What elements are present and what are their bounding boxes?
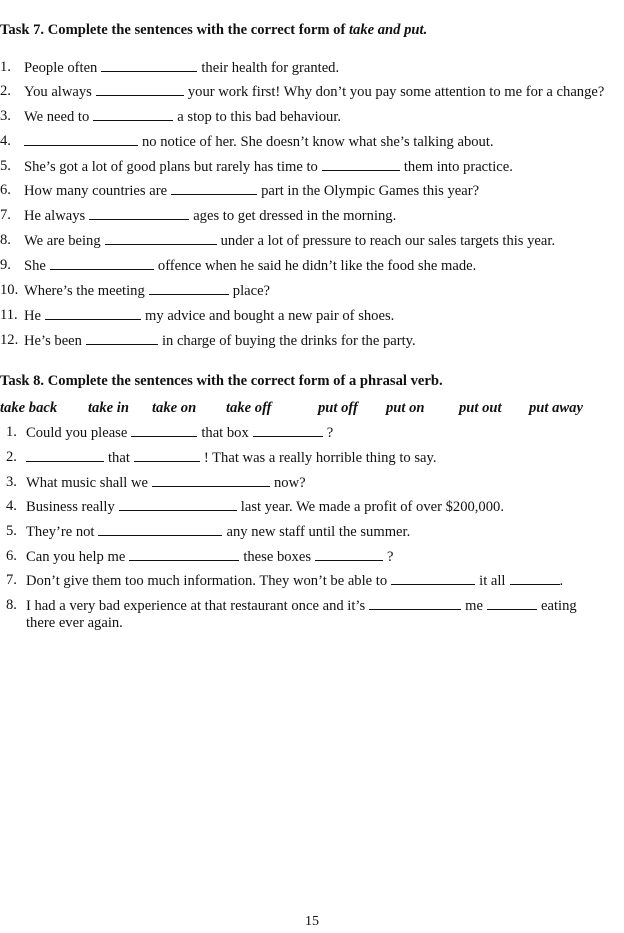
- sentence-start: He: [24, 308, 42, 324]
- answer-blank[interactable]: [369, 596, 461, 610]
- answer-blank[interactable]: [26, 448, 104, 462]
- sentence-start: How many countries are: [24, 183, 168, 199]
- sentence-end: a stop to this bad behaviour.: [177, 109, 342, 125]
- sentence-end: ages to get dressed in the morning.: [193, 208, 397, 224]
- answer-blank[interactable]: [105, 231, 217, 245]
- sentence-end: my advice and bought a new pair of shoes.: [145, 308, 395, 324]
- sentence-start: He always: [24, 208, 86, 224]
- item-number: 3.: [0, 108, 11, 124]
- sentence-start: Can you help me: [26, 549, 126, 565]
- item-number: 5.: [0, 158, 11, 174]
- item-number: 7.: [6, 572, 17, 588]
- verb-option: take back: [0, 400, 58, 416]
- item-number: 9.: [0, 257, 11, 273]
- phrasal-verb-list: [0, 399, 624, 417]
- answer-blank[interactable]: [152, 473, 270, 487]
- answer-blank[interactable]: [131, 423, 197, 437]
- answer-blank[interactable]: [93, 107, 173, 121]
- answer-blank[interactable]: [45, 306, 141, 320]
- sentence-end: now?: [274, 475, 306, 491]
- verb-option: put on: [386, 400, 425, 416]
- answer-blank[interactable]: [86, 331, 158, 345]
- sentence-middle: it all: [479, 573, 506, 589]
- sentence-start: He’s been: [24, 333, 82, 349]
- answer-blank[interactable]: [89, 206, 189, 220]
- item-number: 8.: [0, 232, 11, 248]
- item-number: 7.: [0, 207, 11, 223]
- item-number: 4.: [6, 498, 17, 514]
- task7-heading-emphasis: take and put.: [348, 22, 428, 38]
- verb-option: put off: [318, 400, 358, 416]
- sentence-start: She: [24, 258, 46, 274]
- item-number: 1.: [6, 424, 17, 440]
- sentence-end: in charge of buying the drinks for the party.: [161, 333, 416, 349]
- item-number: 3.: [6, 474, 17, 490]
- sentence-end: no notice of her. She doesn’t know what she’s talking about.: [142, 134, 494, 150]
- sentence-end: .: [559, 573, 564, 589]
- sentence-middle: that box: [201, 425, 249, 441]
- item-number: 12.: [0, 332, 19, 348]
- sentence-start: They’re not: [26, 524, 95, 540]
- sentence-end: under a lot of pressure to reach our sales targets this year.: [220, 233, 556, 249]
- item-number: 8.: [6, 597, 17, 613]
- sentence-start: What music shall we: [26, 475, 148, 491]
- answer-blank[interactable]: [171, 181, 257, 195]
- verb-option: take on: [152, 400, 197, 416]
- sentence-start: We are being: [24, 233, 101, 249]
- task7-heading-text: Task 7. Complete the sentences with the correct form of: [0, 22, 349, 38]
- sentence-end: part in the Olympic Games this year?: [261, 183, 480, 199]
- sentence-end: place?: [232, 283, 271, 299]
- verb-option: take in: [88, 400, 129, 416]
- answer-blank[interactable]: [315, 547, 383, 561]
- item-number: 2.: [0, 83, 11, 99]
- sentence-end: ?: [387, 549, 394, 565]
- sentence-start: She’s got a lot of good plans but rarely has time to: [24, 159, 318, 175]
- sentence-start: People often: [24, 60, 98, 76]
- sentence-start: I had a very bad experience at that restaurant once and it’s: [26, 598, 366, 614]
- answer-blank[interactable]: [487, 596, 537, 610]
- item-number: 5.: [6, 523, 17, 539]
- sentence-end: their health for granted.: [201, 60, 340, 76]
- item-number: 6.: [6, 548, 17, 564]
- item-number: 6.: [0, 182, 11, 198]
- sentence-middle: me: [465, 598, 483, 614]
- sentence-end: ! That was a really horrible thing to say.: [203, 450, 437, 466]
- sentence-start: Don’t give them too much information. They won’t be able to: [26, 573, 388, 589]
- sentence-end: any new staff until the summer.: [226, 524, 411, 540]
- answer-blank[interactable]: [98, 522, 222, 536]
- item-number: 10.: [0, 282, 19, 298]
- sentence-start: Where’s the meeting: [24, 283, 145, 299]
- answer-blank[interactable]: [134, 448, 200, 462]
- item-number: 2.: [6, 449, 17, 465]
- verb-option: put out: [459, 400, 502, 416]
- sentence-end: eating: [541, 598, 577, 614]
- answer-blank[interactable]: [391, 571, 475, 585]
- sentence-middle: that: [108, 450, 130, 466]
- sentence-start: We need to: [24, 109, 90, 125]
- sentence-end: offence when he said he didn’t like the food she made.: [157, 258, 477, 274]
- sentence-start: Business really: [26, 499, 115, 515]
- answer-blank[interactable]: [101, 58, 197, 72]
- item-number: 11.: [0, 307, 18, 323]
- answer-blank[interactable]: [119, 497, 237, 511]
- sentence-end: them into practice.: [403, 159, 513, 175]
- answer-blank[interactable]: [322, 157, 400, 171]
- verb-option: take off: [226, 400, 272, 416]
- verb-option: put away: [529, 400, 583, 416]
- page-number: 15: [305, 914, 319, 929]
- answer-blank[interactable]: [129, 547, 239, 561]
- sentence-end: your work first! Why don’t you pay some attention to me for a change?: [187, 84, 605, 100]
- answer-blank[interactable]: [96, 82, 184, 96]
- task7-heading: [0, 22, 427, 39]
- answer-blank[interactable]: [253, 423, 323, 437]
- sentence-end: last year. We made a profit of over $200,000.: [240, 499, 504, 515]
- sentence-start: Could you please: [26, 425, 128, 441]
- sentence-middle: these boxes: [243, 549, 311, 565]
- answer-blank[interactable]: [149, 281, 229, 295]
- sentence-start: You always: [24, 84, 92, 100]
- item-number: 4.: [0, 133, 11, 149]
- task8-item-8-continuation: there ever again.: [26, 615, 123, 631]
- answer-blank[interactable]: [510, 571, 560, 585]
- sentence-end: ?: [326, 425, 334, 441]
- answer-blank[interactable]: [24, 132, 138, 146]
- item-number: 1.: [0, 59, 11, 75]
- task8-heading: Task 8. Complete the sentences with the correct form of a phrasal verb.: [0, 373, 443, 389]
- answer-blank[interactable]: [50, 256, 154, 270]
